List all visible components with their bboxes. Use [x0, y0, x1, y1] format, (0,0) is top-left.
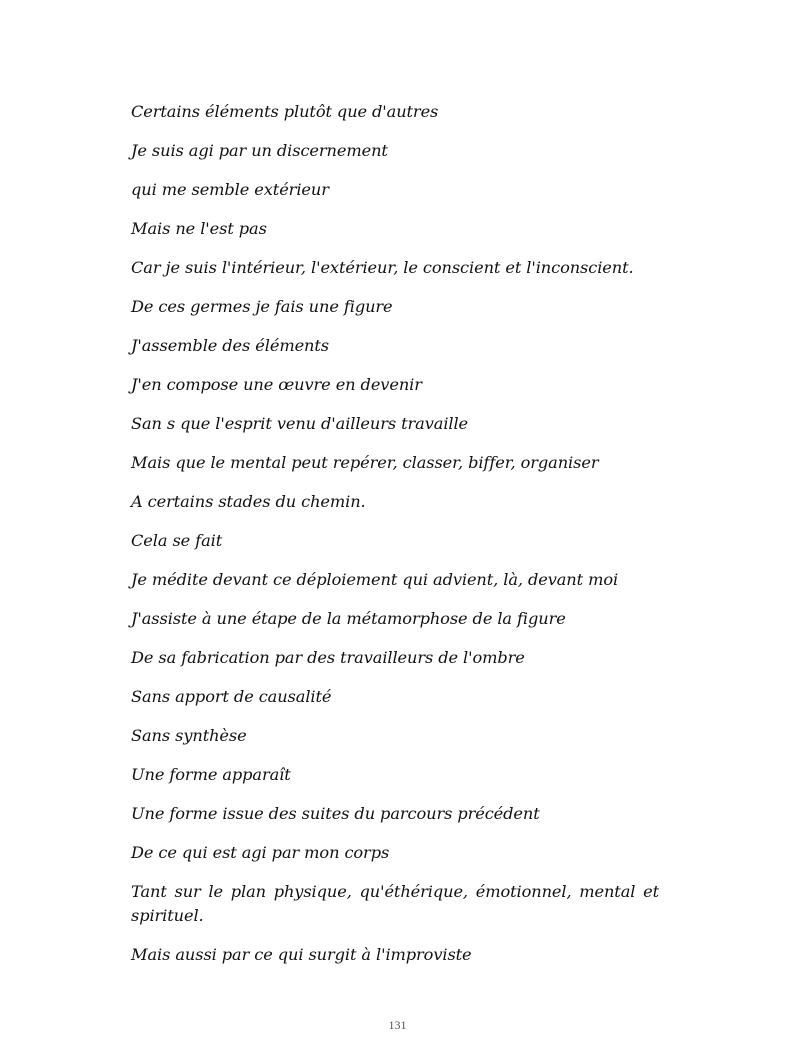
poem-line-11: A certains stades du chemin.: [131, 492, 366, 511]
poem-line-4: Mais ne l'est pas: [131, 219, 267, 238]
poem-line-15: De sa fabrication par des travailleurs de l'ombre: [131, 648, 525, 667]
poem-line-7: J'assemble des éléments: [131, 336, 329, 355]
poem-line-22: Mais aussi par ce qui surgit à l'improviste: [131, 945, 472, 964]
poem-line-19: Une forme issue des suites du parcours précédent: [131, 804, 540, 823]
page-number: 131: [388, 1018, 407, 1032]
poem-line-3: qui me semble extérieur: [131, 180, 329, 199]
poem-text-block: [131, 100, 659, 982]
poem-line-18: Une forme apparaît: [131, 765, 291, 784]
poem-line-17: Sans synthèse: [131, 726, 247, 745]
poem-line-5: Car je suis l'intérieur, l'extérieur, le conscient et l'inconscient.: [131, 258, 634, 277]
poem-line-16: Sans apport de causalité: [131, 687, 332, 706]
poem-line-9: San s que l'esprit venu d'ailleurs travaille: [131, 414, 469, 433]
poem-line-20: De ce qui est agi par mon corps: [131, 843, 390, 862]
poem-line-12: Cela se fait: [131, 531, 223, 550]
poem-line-14: J'assiste à une étape de la métamorphose de la figure: [131, 609, 566, 628]
poem-line-1: Certains éléments plutôt que d'autres: [131, 102, 439, 121]
poem-line-8: J'en compose une œuvre en devenir: [131, 375, 422, 394]
poem-line-2: Je suis agi par un discernement: [131, 141, 388, 160]
poem-line-13: Je médite devant ce déploiement qui advient, là, devant moi: [131, 570, 619, 589]
poem-line-6: De ces germes je fais une figure: [131, 297, 393, 316]
poem-line-10: Mais que le mental peut repérer, classer, biffer, organiser: [131, 453, 599, 472]
poem-line-21: Tant sur le plan physique, qu'éthérique, émotionnel, mental et spirituel.: [131, 882, 659, 925]
